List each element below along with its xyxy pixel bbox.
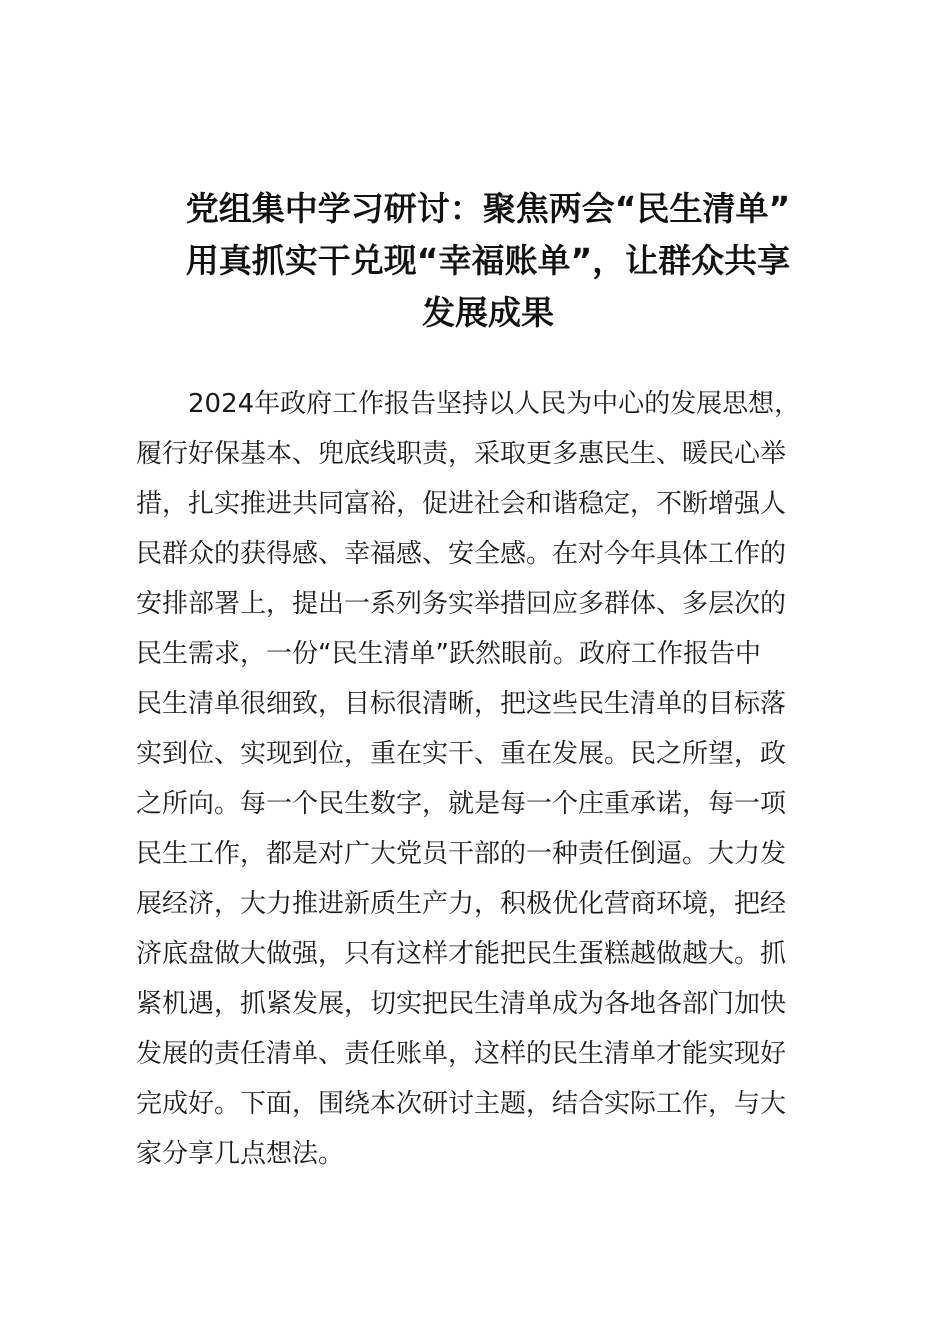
paragraph-line: 展经济，大力推进新质生产力，积极优化营商环境，把经 <box>136 889 787 919</box>
paragraph-line: 完成好。下面，围绕本次研讨主题，结合实际工作，与大 <box>136 1089 787 1119</box>
paragraph-line: 安排部署上，提出一系列务实举措回应多群体、多层次的 <box>136 589 787 619</box>
paragraph-line: 发展的责任清单、责任账单，这样的民生清单才能实现好 <box>136 1039 787 1069</box>
paragraph-line: 家分享几点想法。 <box>136 1139 345 1169</box>
paragraph-line: 措，扎实推进共同富裕，促进社会和谐稳定，不断增强人 <box>136 489 787 519</box>
paragraph-line: 之所向。每一个民生数字，就是每一个庄重承诺，每一项 <box>136 789 787 819</box>
paragraph-line: 履行好保基本、兜底线职责，采取更多惠民生、暖民心举 <box>136 439 787 469</box>
paragraph-line: 实到位、实现到位，重在实干、重在发展。民之所望，政 <box>136 739 787 769</box>
body-paragraph <box>136 379 836 1179</box>
paragraph-line: 民生工作，都是对广大党员干部的一种责任倒逼。大力发 <box>136 839 787 869</box>
paragraph-line: 民生清单很细致，目标很清晰，把这些民生清单的目标落 <box>136 689 787 719</box>
title-line: 发展成果 <box>422 293 554 332</box>
paragraph-line: 2024年政府工作报告坚持以人民为中心的发展思想， <box>188 389 801 419</box>
title-line: 党组集中学习研讨：聚焦两会“民生清单” <box>185 189 791 228</box>
document-title <box>118 183 858 339</box>
title-line: 用真抓实干兑现“幸福账单”，让群众共享 <box>185 241 791 280</box>
paragraph-line: 济底盘做大做强，只有这样才能把民生蛋糕越做越大。抓 <box>136 939 787 969</box>
paragraph-line: 紧机遇，抓紧发展，切实把民生清单成为各地各部门加快 <box>136 989 787 1019</box>
paragraph-line: 民生需求，一份“民生清单”跃然眼前。政府工作报告中 <box>136 639 761 669</box>
paragraph-line: 民群众的获得感、幸福感、安全感。在对今年具体工作的 <box>136 539 787 569</box>
